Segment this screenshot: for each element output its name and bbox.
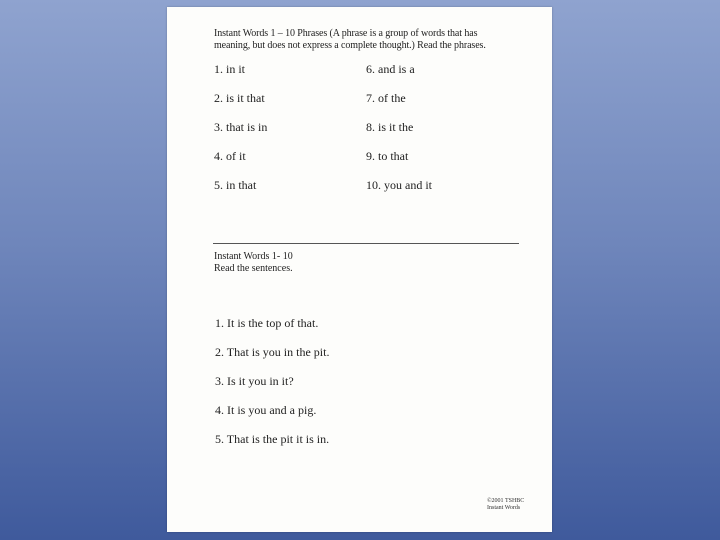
section-divider (213, 243, 519, 244)
sentences-heading-line1: Instant Words 1- 10 (214, 251, 293, 262)
sentence-item: 4. It is you and a pig. (215, 403, 317, 417)
copyright-line2: Instant Words (487, 505, 521, 511)
worksheet-page (167, 7, 552, 532)
phrase-item: 7. of the (366, 91, 406, 105)
phrase-item: 4. of it (214, 149, 246, 163)
phrases-heading-line2: meaning, but does not express a complete thought.) Read the phrases. (214, 40, 486, 51)
sentence-item: 2. That is you in the pit. (215, 345, 330, 359)
sentence-item: 1. It is the top of that. (215, 316, 319, 330)
sentence-item: 3. Is it you in it? (215, 374, 294, 388)
phrases-heading (214, 28, 534, 52)
phrases-heading-line1: Instant Words 1 – 10 Phrases (A phrase is a group of words that has (214, 28, 478, 39)
phrase-item: 5. in that (214, 178, 257, 192)
phrase-item: 9. to that (366, 149, 409, 163)
phrase-item: 3. that is in (214, 120, 268, 134)
sentence-item: 5. That is the pit it is in. (215, 432, 330, 446)
phrase-item: 6. and is a (366, 62, 415, 76)
copyright-note (487, 498, 524, 512)
sentences-heading (214, 251, 293, 275)
phrase-item: 1. in it (214, 62, 246, 76)
copyright-line1: ©2001 TSHBC (487, 498, 525, 504)
phrase-item: 8. is it the (366, 120, 414, 134)
sentences-heading-line2: Read the sentences. (214, 263, 293, 274)
phrase-item: 2. is it that (214, 91, 265, 105)
phrase-item: 10. you and it (366, 178, 432, 192)
